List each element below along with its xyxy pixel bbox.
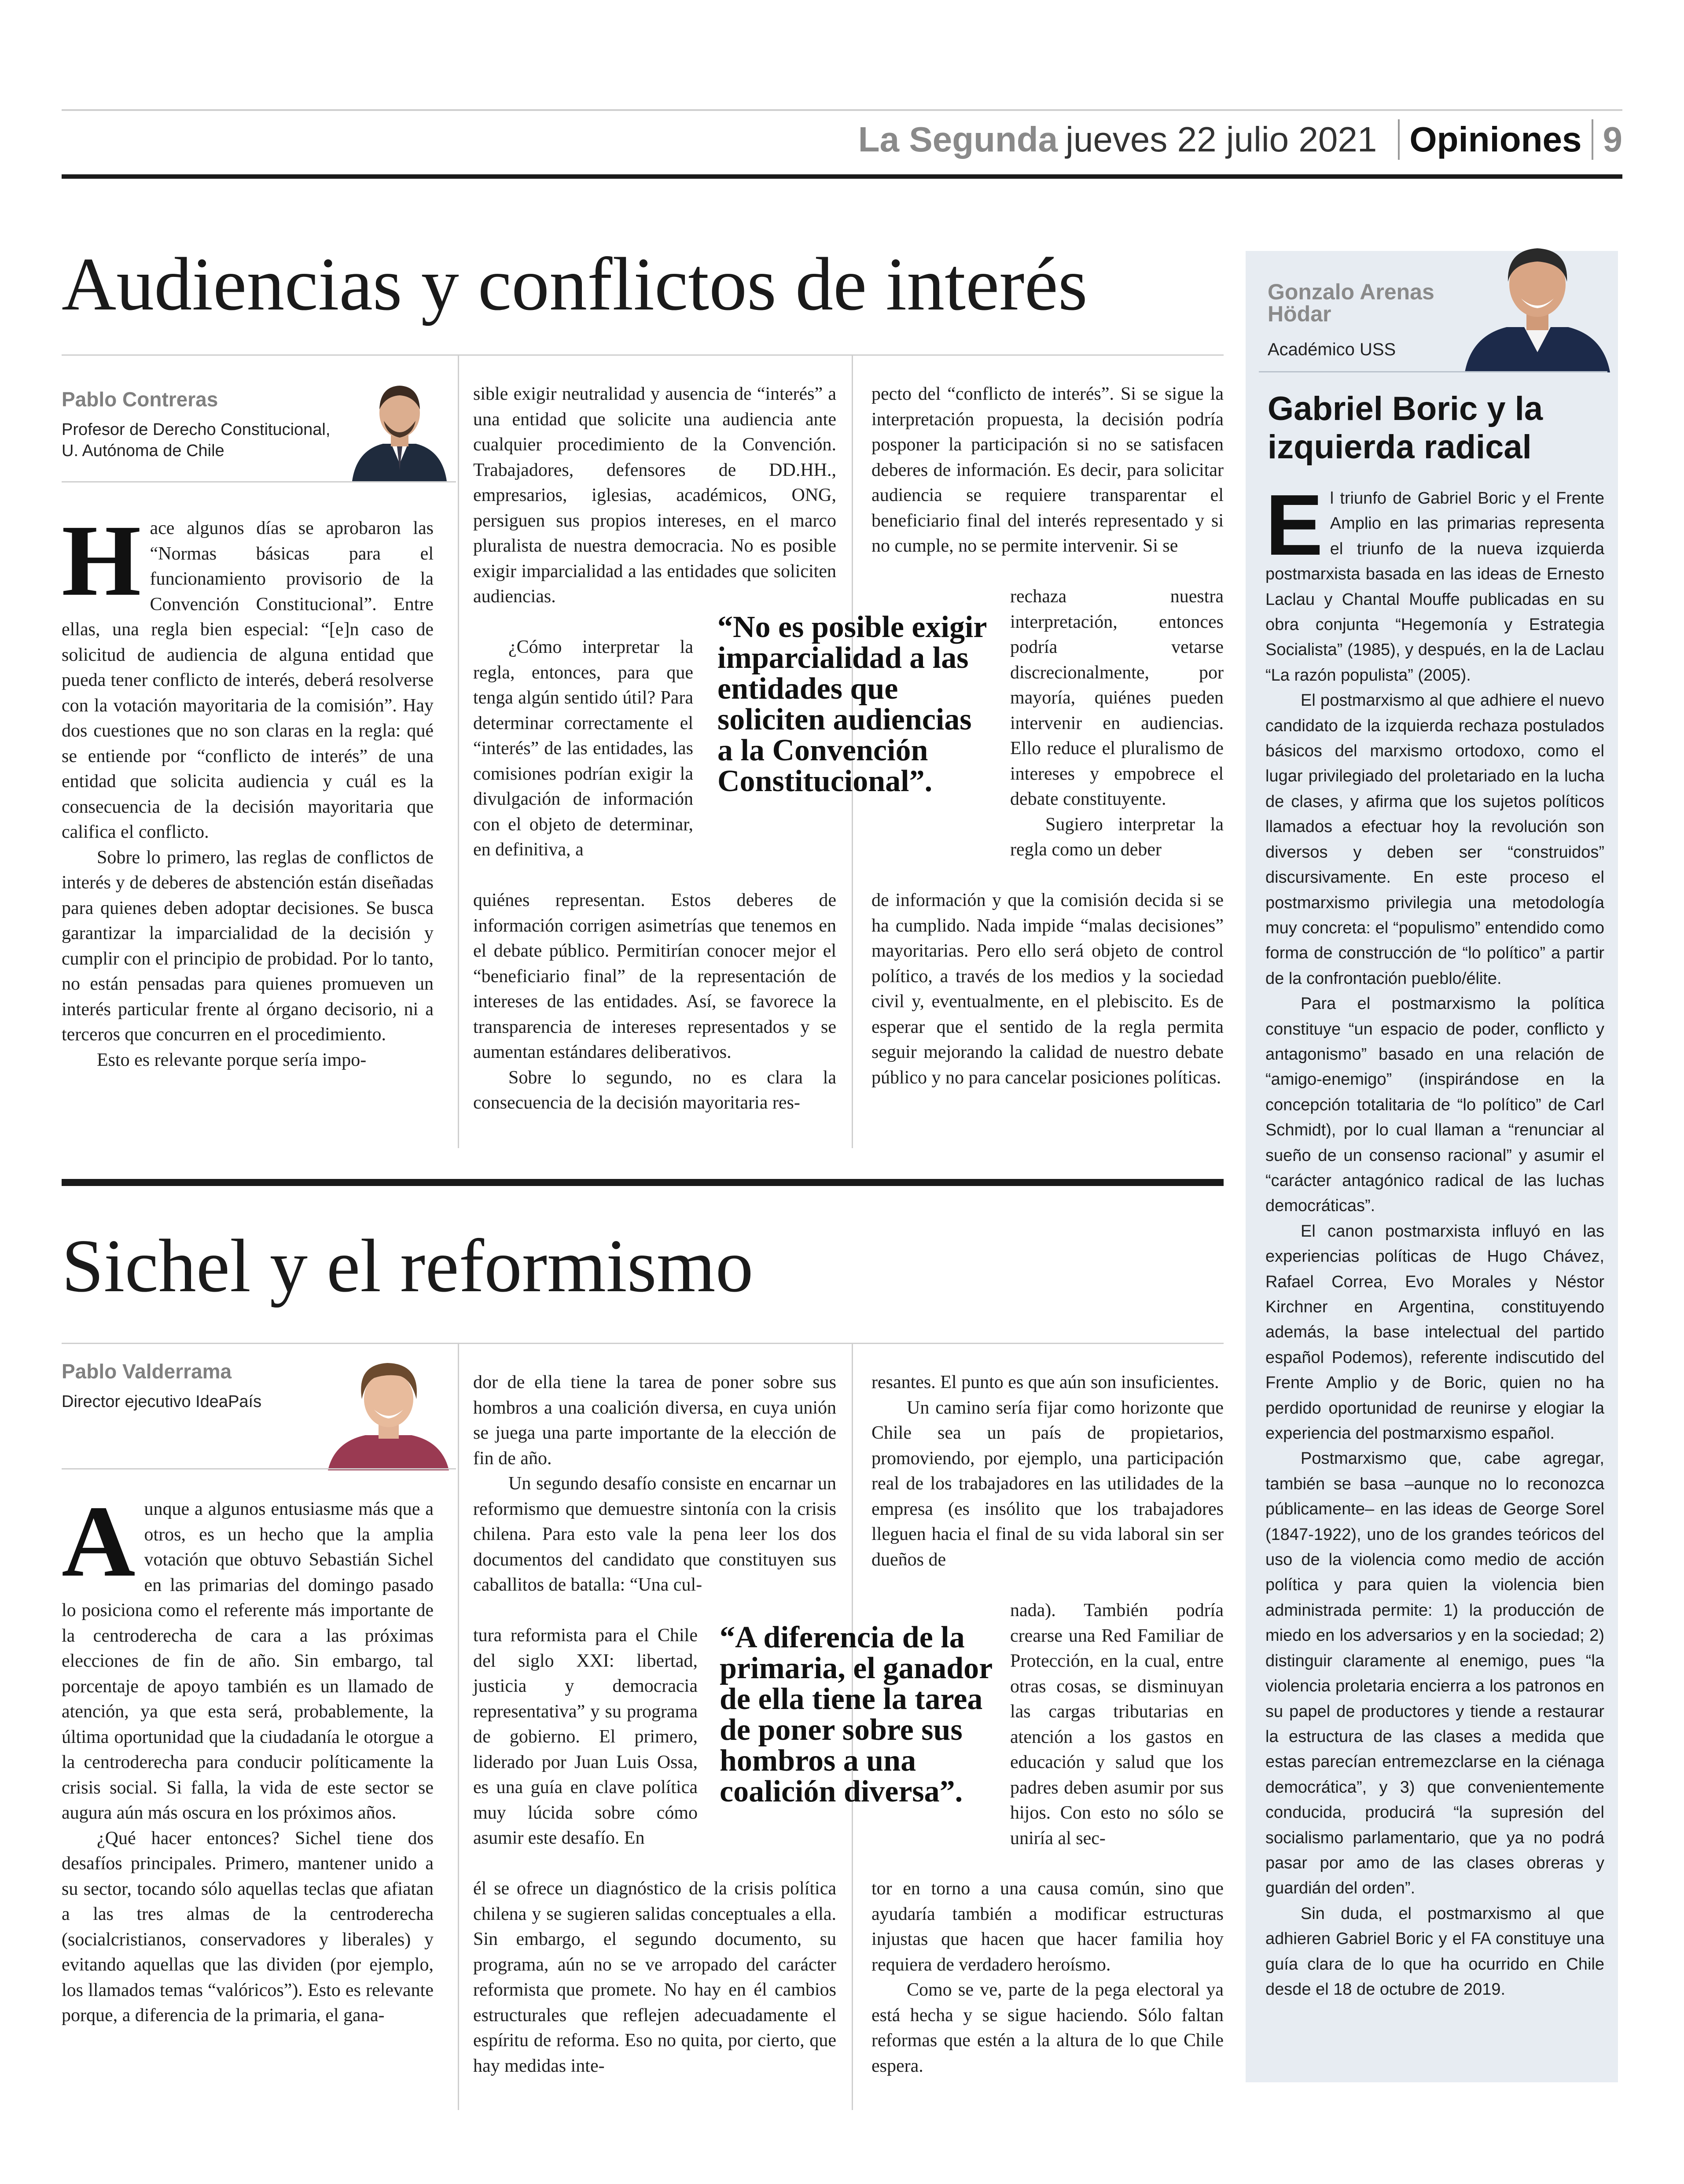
sidebar-title: Gabriel Boric y la izquierda radical: [1268, 390, 1543, 466]
paragraph: de información y que la comisión decida si se ha cumplido. Nada impide “malas decisiones” mayoritarias. Pero ello será objeto de control político, a través de los medios y la sociedad civil y, eventualmente, en el plebiscito. Es de esperar que el sentido de la regla permita seguir mejorando la calidad de nuestro debate público y no para cancelar posiciones políticas.: [871, 890, 1224, 1088]
header-top-rule: [62, 109, 1622, 111]
article1-byline: [62, 387, 335, 461]
page-number: 9: [1603, 120, 1622, 159]
paragraph: Para el postmarxismo la política constituye “un espacio de poder, conflicto y antagonismo” basado en una relación de “amigo-enemigo” (inspirándose en la concepción totalitaria de “lo político” de Carl Schmidt), por lo cual llaman a “renunciar al sueño de un consenso racional” y asumir el “carácter antagónico radical de las luchas democráticas”.: [1265, 994, 1604, 1215]
paragraph: rechaza nuestra interpretación, entonces podría vetarse discrecionalmente, por mayoría, quiénes pueden intervenir en audiencias. Ello reduce el pluralismo de intereses y empobrece el debate constituyente.: [1010, 586, 1224, 809]
article2-byline: [62, 1359, 326, 1413]
paragraph: ¿Cómo interpretar la regla, entonces, para que tenga algún sentido útil? Para determinar correctamente el “interés” de las entidades, las comisiones podrían exigir la divulgación de información con el objeto de determinar, en definitiva, a: [473, 637, 693, 860]
sidebar-byline: [1268, 281, 1470, 360]
masthead-divider: [1592, 119, 1593, 160]
paragraph: Esto es relevante porque sería impo-: [97, 1050, 367, 1070]
paragraph: Sugiero interpretar la regla como un deber: [1010, 814, 1224, 860]
article2-column-2-bottom: [473, 1876, 836, 2079]
paragraph: quiénes representan. Estos deberes de información corrigen asimetrías que tenemos en el debate público. Permitirían conocer mejor el “beneficiario final” de la representación de intereses de las entidades. Así, se favorece la transparencia de intereses representados y se aumentan estándares deliberativos.: [473, 890, 836, 1062]
article2-author-name: Pablo Valderrama: [62, 1360, 232, 1383]
section-name: Opiniones: [1409, 120, 1582, 159]
paragraph: pecto del “conflicto de interés”. Si se sigue la interpretación propuesta, la decisión podría posponer la participación si no se satisfacen deberes de información. Es decir, para solicitar audiencia se requiere transparentar el beneficiario final del interés representado y si no cumple, no se permite intervenir. Si se: [871, 384, 1224, 556]
article2-column-3-bottom: [871, 1876, 1224, 2079]
paragraph: Postmarxismo que, cabe agregar, también se basa –aunque no lo reconozca públicamente– en las ideas de George Sorel (1847-1922), uno de los grandes teóricos del uso de la violencia como medio de acción política y para quien la violencia bien administrada permite: 1) la producción de miedo en los adversarios y en la sociedad; 2) distinguir claramente al enemigo, pues “la violencia proletaria encierra a los patronos en su papel de productores y tiende a restaurar la estructura de las clases a medida que estas parecían entremezclarse en la ciénaga democrática”, y 3) que convenientemente conducida, producirá “la supresión del socialismo parlamentario, que ya no podrá pasar por amo de las clases obreras y guardián del orden”.: [1265, 1449, 1604, 1898]
masthead-divider: [1398, 119, 1400, 160]
paragraph: El postmarxismo al que adhiere el nuevo candidato de la izquierda rechaza postulados básicos del marxismo ortodoxo, como el lugar privilegiado del proletariado en la lucha de clases, y afirma que los sujetos políticos llamados a efectuar hoy la revolución son diversos y deben ser “construidos” discursivamente. En este proceso el postmarxismo privilegia una metodología muy concreta: el “populismo” entendido como forma de construcción de “lo político” a partir de la confrontación pueblo/élite.: [1265, 691, 1604, 988]
paragraph: unque a algunos entusiasme más que a otros, es un hecho que la amplia votación que obtuvo Sebastián Sichel en las primarias del domingo pasado lo posiciona como el referente más importante de la centroderecha de cara a las próximas elecciones de fin de año. Sin embargo, tal porcentaje de apoyo también es un llamado de atención, ya que esta será, probablemente, la última oportunidad que la ciudadanía le otorgue a la centroderecha para conducir políticamente la crisis social. Si falla, la vida de este sector se augura aún más oscura en los próximos años.: [62, 1499, 434, 1823]
paragraph: Un camino sería fijar como horizonte que Chile sea un país de propietarios, promoviendo, por ejemplo, una participación real de los trabajadores en las utilidades de la empresa (es insólito que los trabajadores lleguen hacia el final de su vida laboral sin ser dueños de: [871, 1397, 1224, 1570]
article2-author-photo: [321, 1347, 456, 1470]
article2-column-3-top: [871, 1370, 1224, 1573]
paragraph: él se ofrece un diagnóstico de la crisis política chilena y se sugieren salidas conceptuales a ella. Sin embargo, el segundo documento, su programa, aún no se ve arropado del carácter reformista que promete. No hay en él cambios estructurales que reflejen adecuadamente el espíritu de reforma. Eso no quita, por cierto, que hay medidas inte-: [473, 1878, 836, 2076]
article1-title-rule: [62, 354, 1224, 356]
article1-author-role: Profesor de Derecho Constitucional, U. Autónoma de Chile: [62, 420, 331, 460]
paragraph: sible exigir neutralidad y ausencia de “interés” a una entidad que solicite una audiencia ante cualquier procedimiento de la Convención. Trabajadores, defensores de DD.HH., empresarios, iglesias, académicos, ONG, persiguen sus propios intereses, en el marco pluralista de nuestra democracia. No es posible exigir imparcialidad a las entidades que soliciten audiencias.: [473, 384, 836, 607]
sidebar-author-role: Académico USS: [1268, 340, 1396, 359]
article1-byline-rule: [62, 481, 456, 482]
column-divider: [458, 356, 459, 1148]
article1-column-3-bottom: [871, 888, 1224, 1090]
article2-title-rule: [62, 1343, 1224, 1344]
article1-author-name: Pablo Contreras: [62, 388, 218, 411]
paragraph: Un segundo desafío consiste en encarnar un reformismo que demuestre sintonía con la crisis chilena. Para esto vale la pena leer los dos documentos del candidato que constituyen sus caballitos de batalla: “Una cul-: [473, 1473, 836, 1595]
article1-column-2-top: [473, 382, 836, 610]
paragraph: Como se ve, parte de la pega electoral ya está hecha y se sigue haciendo. Sólo faltan reformas que estén a la altura de lo que Chile espera.: [871, 1980, 1224, 2076]
author-portrait-icon: [321, 1347, 456, 1470]
article2-byline-rule: [62, 1468, 456, 1470]
sidebar-drop-cap: E: [1265, 477, 1323, 573]
article1-drop-cap: H: [62, 504, 141, 617]
article2-column-2-top: [473, 1370, 836, 1598]
article1-author-photo: [343, 369, 456, 481]
sidebar-author-photo: [1465, 232, 1610, 372]
article1-column-3-top: [871, 382, 1224, 559]
paragraph: ¿Qué hacer entonces? Sichel tiene dos desafíos principales. Primero, mantener unido a su sector, tocando sólo aquellas teclas que afiatan a las tres almas de la centroderecha (socialcristianos, conservadores y liberales) y evitando aquellas que las dividen (por ejemplo, los llamados temas “valóricos”). Esto es relevante porque, a diferencia de la primaria, el gana-: [62, 1828, 434, 2026]
sidebar-author-name: Gonzalo Arenas Hödar: [1268, 280, 1434, 326]
article2-title: Sichel y el reformismo: [62, 1224, 754, 1308]
paragraph: l triunfo de Gabriel Boric y el Frente Amplio en las primarias representa el triunfo de la nueva izquierda postmarxista basada en las ideas de Ernesto Laclau y Chantal Mouffe publicadas en su obra conjunta “Hegemonía y Estrategia Socialista” (1985), y después, en la de Laclau “La razón populista” (2005).: [1265, 489, 1604, 685]
author-portrait-icon: [343, 369, 456, 481]
article1-pull-quote: “No es posible exigir imparcialidad a las entidades que soliciten audiencias a la Convención Constitucional”.: [717, 610, 987, 798]
header-bottom-rule: [62, 174, 1622, 179]
article1-column-3-middle: [1010, 584, 1224, 863]
article2-column-2-middle: [473, 1623, 698, 1851]
article2-author-role: Director ejecutivo IdeaPaís: [62, 1392, 262, 1411]
paragraph: tura reformista para el Chile del siglo XXI: libertad, justicia y democracia representativa” y su programa de gobierno. El primero, liderado por Juan Luis Ossa, es una guía en clave política muy lúcida sobre cómo asumir este desafío. En: [473, 1625, 698, 1848]
paragraph: ace algunos días se aprobaron las “Normas básicas para el funcionamiento provisorio de la Convención Constitucional”. Entre ellas, una regla bien especial: “[e]n caso de solicitud de audiencia de alguna entidad que pueda tener conflicto de interés, deberá resolverse con la votación mayoritaria de la comisión”. Hay dos cuestiones que no son claras en la regla: qué se entiende por “conflicto de interés” de una entidad que solicita audiencia y cuál es la consecuencia de la decisión mayoritaria que califica el conflicto.: [62, 518, 434, 842]
article1-column-2-bottom: [473, 888, 836, 1116]
author-portrait-icon: [1465, 232, 1610, 372]
sidebar-article-body: [1265, 477, 1604, 2002]
article1-column-1: [62, 504, 434, 1073]
paragraph: resantes. El punto es que aún son insuficientes.: [871, 1372, 1219, 1392]
article1-title: Audiencias y conflictos de interés: [62, 243, 1088, 326]
paragraph: Sin duda, el postmarxismo al que adhieren Gabriel Boric y el FA constituye una guía clara de lo que ha ocurrido en Chile desde el 18 de octubre de 2019.: [1265, 1904, 1604, 1999]
column-divider: [458, 1344, 459, 2110]
issue-date: jueves 22 julio 2021: [1066, 120, 1377, 159]
article2-pull-quote: “A diferencia de la primaria, el ganador de ella tiene la tarea de poner sobre sus hombros a una coalición diversa”.: [720, 1621, 992, 1808]
paragraph: nada). También podría crearse una Red Familiar de Protección, en la cual, entre otras cosas, se disminuyan las cargas tributarias en atención a los gastos en educación y salud que los padres deben asumir por sus hijos. Con esto no sólo se uniría al sec-: [1010, 1600, 1224, 1849]
article2-column-3-middle: [1010, 1598, 1224, 1851]
paragraph: Sobre lo primero, las reglas de conflictos de interés y de deberes de abstención están diseñadas para quienes deben adoptar decisiones. Se busca garantizar la imparcialidad de la decisión y cumplir con el principio de probidad. Por lo tanto, no están pensadas para quienes promueven un interés particular frente al órgano decisorio, ni a terceros que concurren en el procedimiento.: [62, 847, 434, 1045]
paragraph: tor en torno a una causa común, sino que ayudaría también a modificar estructuras injustas que hacen que hacer familia hoy requiera de verdadero heroísmo.: [871, 1878, 1224, 1975]
paragraph: El canon postmarxista influyó en las experiencias políticas de Hugo Chávez, Rafael Correa, Evo Morales y Néstor Kirchner en Argentina, constituyendo además, la base intelectual del partido español Podemos), referente indiscutido del Frente Amplio y de Boric, quien no ha perdido oportunidad de reunirse y elogiar la experiencia del postmarxismo español.: [1265, 1222, 1604, 1443]
article-separator: [62, 1179, 1224, 1186]
article1-column-2-middle: [473, 635, 693, 863]
sidebar-byline-rule: [1259, 371, 1607, 372]
article2-column-1: [62, 1485, 434, 2029]
paragraph: Sobre lo segundo, no es clara la consecuencia de la decisión mayoritaria res-: [473, 1067, 836, 1113]
masthead: [858, 115, 1622, 164]
publication-name: La Segunda: [858, 120, 1058, 159]
paragraph: dor de ella tiene la tarea de poner sobre sus hombros a una coalición diversa, en cuya unión se juega una parte importante de la elección de fin de año.: [473, 1372, 836, 1469]
article2-drop-cap: A: [62, 1485, 136, 1598]
